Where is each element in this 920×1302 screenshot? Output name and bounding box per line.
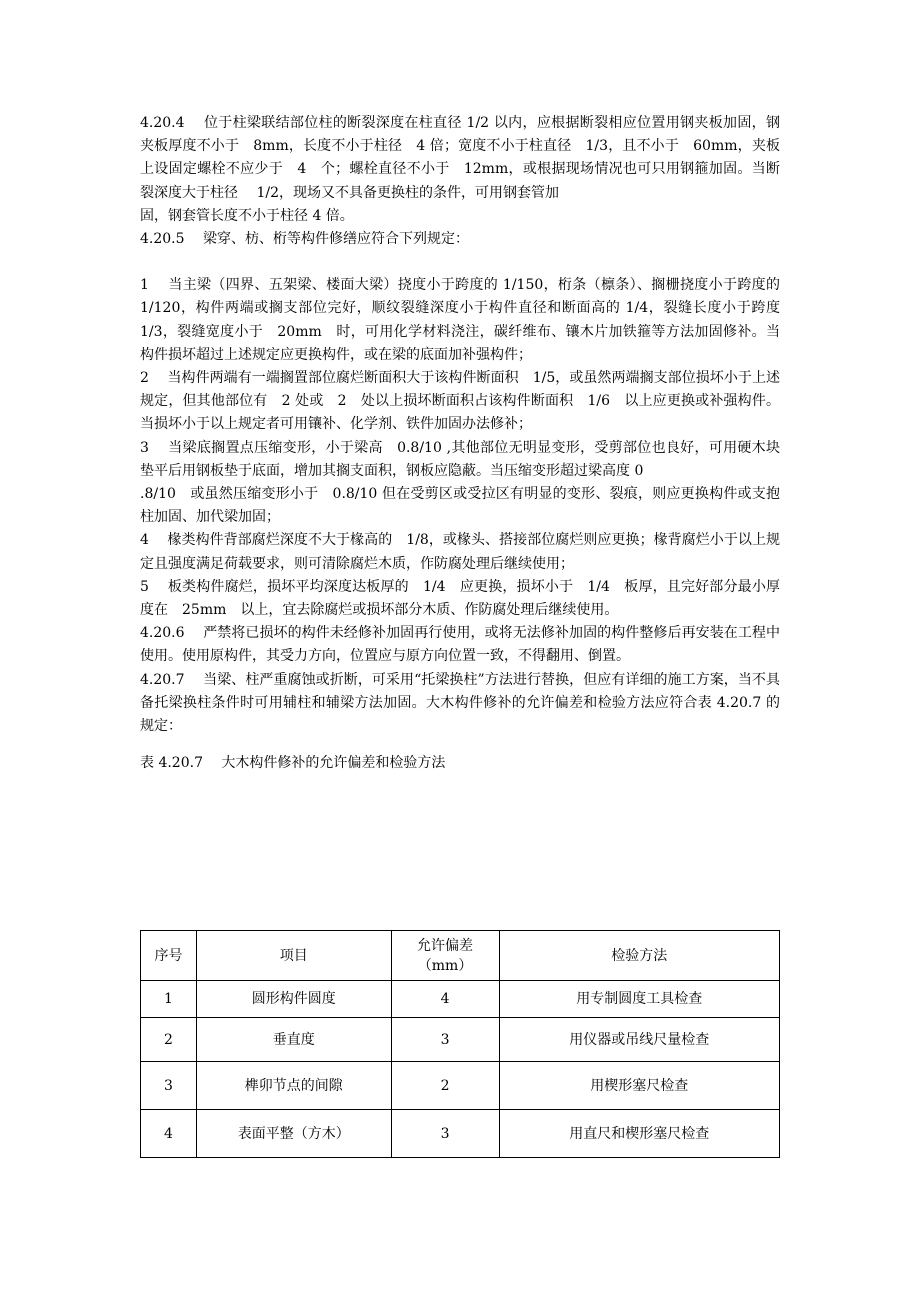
table-header-row (141, 931, 780, 981)
header-tolerance (391, 931, 499, 981)
list-item-4: 4 椽类构件背部腐烂深度不大于椽高的 1/8，或椽头、搭接部位腐烂则应更换；椽背腐烂小于以上规定且强度满足荷载要求，则可清除腐烂木质，作防腐处理后继续使用； (140, 532, 780, 572)
list-item-2: 2 当构件两端有一端搁置部位腐烂断面积大于该构件断面积 1/5，或虽然两端搁支部位损坏小于上述规定，但其他部位有 2 处或 2 处以上损坏断面积占该构件断面积 1/6 以上应更换或补强构件。当损坏小于以上规定者可用镶补、化学剂、铁件加固办法修补； (140, 370, 780, 433)
cell-method: 用楔形塞尺检查 (499, 1062, 780, 1110)
list-item-3: 3 当梁底搁置点压缩变形，小于梁高 0.8/10 ,其他部位无明显变形，受剪部位也良好，可用硬木块垫平后用钢板垫于底面，增加其搁支面积，钢板应隐蔽。当压缩变形超过梁高度 0 (140, 439, 780, 479)
header-tolerance-line1: 允许偏差 (417, 937, 474, 954)
paragraph-4-20-5: 4.20.5 梁穿、枋、桁等构件修缮应符合下列规定： (140, 231, 469, 248)
header-item: 项目 (196, 931, 391, 981)
paragraph-4-20-6: 4.20.6 严禁将已损坏的构件未经修补加固再行使用，或将无法修补加固的构件整修后再安装在工程中使用。使用原构件，其受力方向，位置应与原方向位置一致，不得翻用、倒置。 (140, 625, 780, 665)
cell-method: 用专制圆度工具检查 (499, 981, 780, 1018)
cell-no: 2 (141, 1018, 197, 1062)
table-row (141, 1018, 780, 1062)
cell-no: 4 (141, 1110, 197, 1158)
cell-method: 用仪器或吊线尺量检查 (499, 1018, 780, 1062)
cell-tolerance: 2 (391, 1062, 499, 1110)
paragraph-4-20-4: 4.20.4 位于柱梁联结部位柱的断裂深度在柱直径 1/2 以内，应根据断裂相应位置用钢夹板加固，钢夹板厚度不小于 8mm，长度不小于柱径 4 倍；宽度不小于柱直径 1/3，且不小于 60mm，夹板上设固定螺栓不应少于 4 个；螺栓直径不小于 12mm，或根据现场情况也可只用钢箍加固。当断裂深度大于柱径 1/2，现场又不具备更换柱的条件，可用钢套管加 (140, 115, 780, 201)
cell-no: 3 (141, 1062, 197, 1110)
table-row (141, 981, 780, 1018)
header-tolerance-line2: （mm） (417, 957, 473, 974)
cell-tolerance: 4 (391, 981, 499, 1018)
cell-item: 榫卯节点的间隙 (196, 1062, 391, 1110)
header-no: 序号 (141, 931, 197, 981)
list-item-1: 1 当主梁（四界、五架梁、楼面大梁）挠度小于跨度的 1/150，桁条（檩条）、搁栅挠度小于跨度的 1/120，构件两端或搁支部位完好，顺纹裂缝深度小于构件直径和断面高的 1/4，裂缝长度小于跨度 1/3，裂缝宽度小于 20mm 时，可用化学材料浇注，碳纤维布、镶木片加铁箍等方法加固修补。当构件损坏超过上述规定应更换构件，或在梁的底面加补强构件； (140, 277, 808, 363)
cell-item: 圆形构件圆度 (196, 981, 391, 1018)
header-method: 检验方法 (499, 931, 780, 981)
cell-item: 垂直度 (196, 1018, 391, 1062)
table-caption: 表 4.20.7 大木构件修补的允许偏差和检验方法 (140, 755, 446, 772)
list-item-5: 5 板类构件腐烂，损坏平均深度达板厚的 1/4 应更换，损坏小于 1/4 板厚，且完好部分最小厚度在 25mm 以上，宜去除腐烂或损坏部分木质、作防腐处理后继续使用。 (140, 578, 780, 619)
cell-method: 用直尺和楔形塞尺检查 (499, 1110, 780, 1158)
document-body (140, 112, 808, 775)
cell-tolerance: 3 (391, 1110, 499, 1158)
cell-no: 1 (141, 981, 197, 1018)
blank-line (140, 251, 780, 274)
cell-item: 表面平整（方木） (196, 1110, 391, 1158)
list-item-3-continued: .8/10 或虽然压缩变形小于 0.8/10 但在受剪区或受拉区有明显的变形、裂痕，则应更换构件或支抱柱加固、加代梁加固； (140, 486, 780, 526)
paragraph-4-20-7: 4.20.7 当梁、柱严重腐蚀或折断，可采用“托梁换柱”方法进行替换，但应有详细的施工方案，当不具备托梁换柱条件时可用辅柱和辅梁方法加固。大木构件修补的允许偏差和检验方法应符合表 4.20.7 的规定： (140, 671, 780, 735)
cell-tolerance: 3 (391, 1018, 499, 1062)
tolerance-table (140, 930, 780, 1158)
table-row (141, 1110, 780, 1158)
table-row (141, 1062, 780, 1110)
paragraph-4-20-4-continued: 固，钢套管长度不小于柱径 4 倍。 (140, 207, 354, 224)
